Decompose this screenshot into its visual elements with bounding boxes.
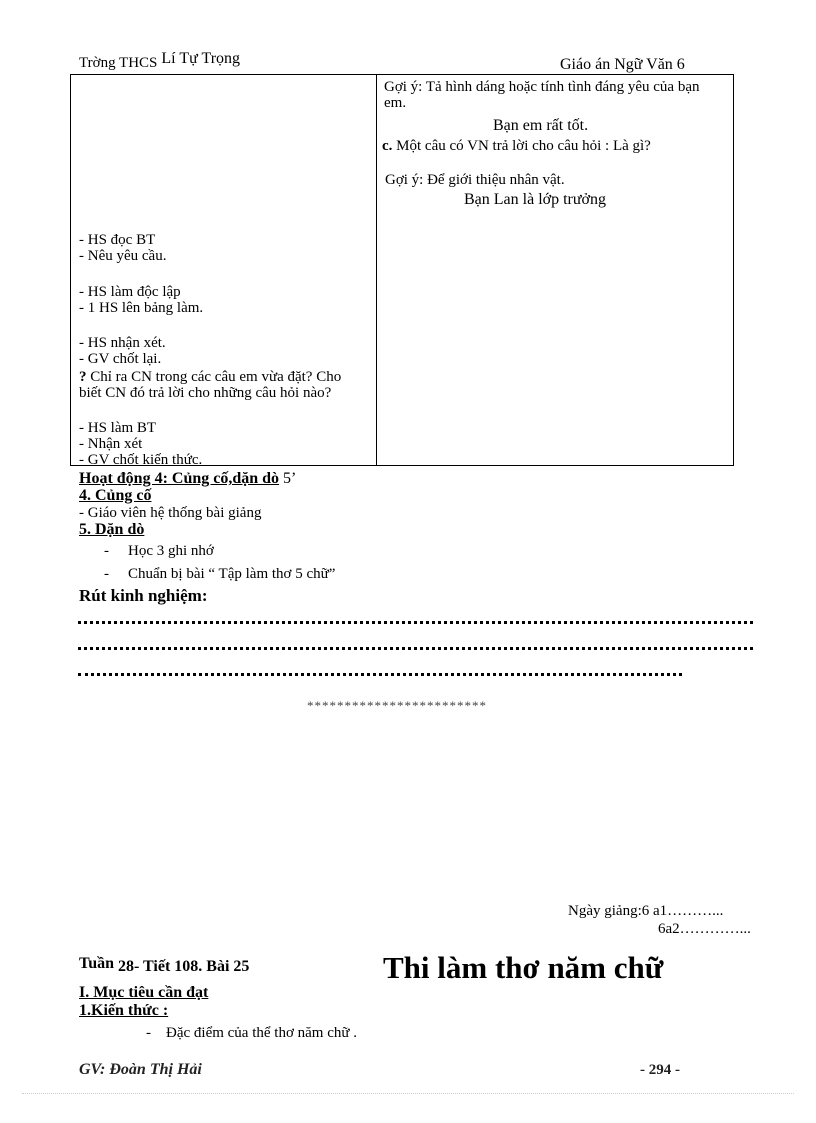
example-1: Bạn em rất tốt. (493, 117, 589, 134)
activity-time: 5’ (279, 470, 297, 487)
dando-item-text: Chuẩn bị bài “ Tập làm thơ 5 chữ” (128, 566, 336, 582)
left-group-4 (79, 420, 202, 468)
dando-item-text: Học 3 ghi nhớ (128, 543, 214, 559)
left-line: - HS nhận xét. (79, 335, 166, 351)
school-name: Lí Tự Trọng (161, 50, 241, 67)
section-4-line: - Giáo viên hệ thống bài giảng (79, 505, 262, 521)
activity-title: Hoạt động 4: Củng cố,dặn dò (79, 470, 280, 487)
page-bottom-rule (22, 1093, 794, 1094)
section-5-title: 5. Dặn dò (79, 521, 145, 538)
left-line: - Nêu yêu cầu. (79, 248, 167, 264)
hint-1: Gợi ý: Tả hình dáng hoặc tính tình đáng yêu của bạn em. (384, 79, 700, 111)
teaching-date-2: 6a2…………... (658, 921, 751, 937)
stars-separator: ************************ (307, 698, 487, 713)
experience-label: Rút kinh nghiệm: (79, 586, 208, 605)
left-line: - 1 HS lên bảng làm. (79, 300, 204, 316)
activity-4 (79, 470, 296, 487)
objective-item-text: Đặc điểm của thể thơ năm chữ . (166, 1025, 357, 1041)
left-line: - Nhận xét (79, 436, 143, 452)
dotted-line (78, 618, 753, 624)
lesson-table (70, 74, 734, 466)
objectives-heading: I. Mục tiêu cần đạt (79, 984, 209, 1001)
section-4-title: 4. Củng cố (79, 487, 152, 504)
lesson-info (79, 955, 250, 976)
dotted-line (78, 644, 753, 650)
left-question (79, 369, 359, 401)
left-group-3 (79, 335, 166, 367)
objective-item: - Đặc điểm của thể thơ năm chữ . (146, 1025, 357, 1041)
hint-2: Gợi ý: Để giới thiệu nhân vật. (385, 172, 565, 188)
teaching-date-1: Ngày giảng:6 a1………... (568, 903, 724, 919)
header-school (79, 50, 241, 72)
school-prefix: Trờng THCS (79, 55, 158, 71)
left-line: - GV chốt lại. (79, 351, 162, 367)
left-line: - GV chốt kiến thức. (79, 452, 203, 468)
example-2: Bạn Lan là lớp trưởng (464, 191, 607, 208)
table-divider (376, 75, 377, 465)
lesson-number: 28- Tiết 108. Bài 25 (118, 958, 250, 975)
item-c-text: Một câu có VN trả lời cho câu hỏi : Là gì? (396, 138, 651, 154)
item-c (382, 138, 712, 154)
left-group-1 (79, 232, 166, 264)
dando-item: - Chuẩn bị bài “ Tập làm thơ 5 chữ” (104, 566, 336, 582)
question-mark: ? (79, 369, 87, 385)
page-number: - 294 - (640, 1062, 680, 1078)
footer-teacher: GV: Đoàn Thị Hải (79, 1061, 202, 1078)
left-line: - HS đọc BT (79, 232, 156, 248)
lesson-week: Tuần (79, 955, 114, 972)
left-line: - HS làm BT (79, 420, 157, 436)
question-text: Chỉ ra CN trong các câu em vừa đặt? Cho biết CN đó trả lời cho những câu hỏi nào? (79, 369, 342, 401)
dando-item: - Học 3 ghi nhớ (104, 543, 214, 559)
dotted-line (78, 670, 682, 676)
left-line: - HS làm độc lập (79, 284, 181, 300)
lesson-title: Thi làm thơ năm chữ (383, 950, 664, 985)
objectives-sub: 1.Kiến thức : (79, 1002, 169, 1019)
left-group-2 (79, 284, 203, 316)
header-subject: Giáo án Ngữ Văn 6 (560, 56, 685, 73)
item-c-label: c. (382, 138, 393, 154)
